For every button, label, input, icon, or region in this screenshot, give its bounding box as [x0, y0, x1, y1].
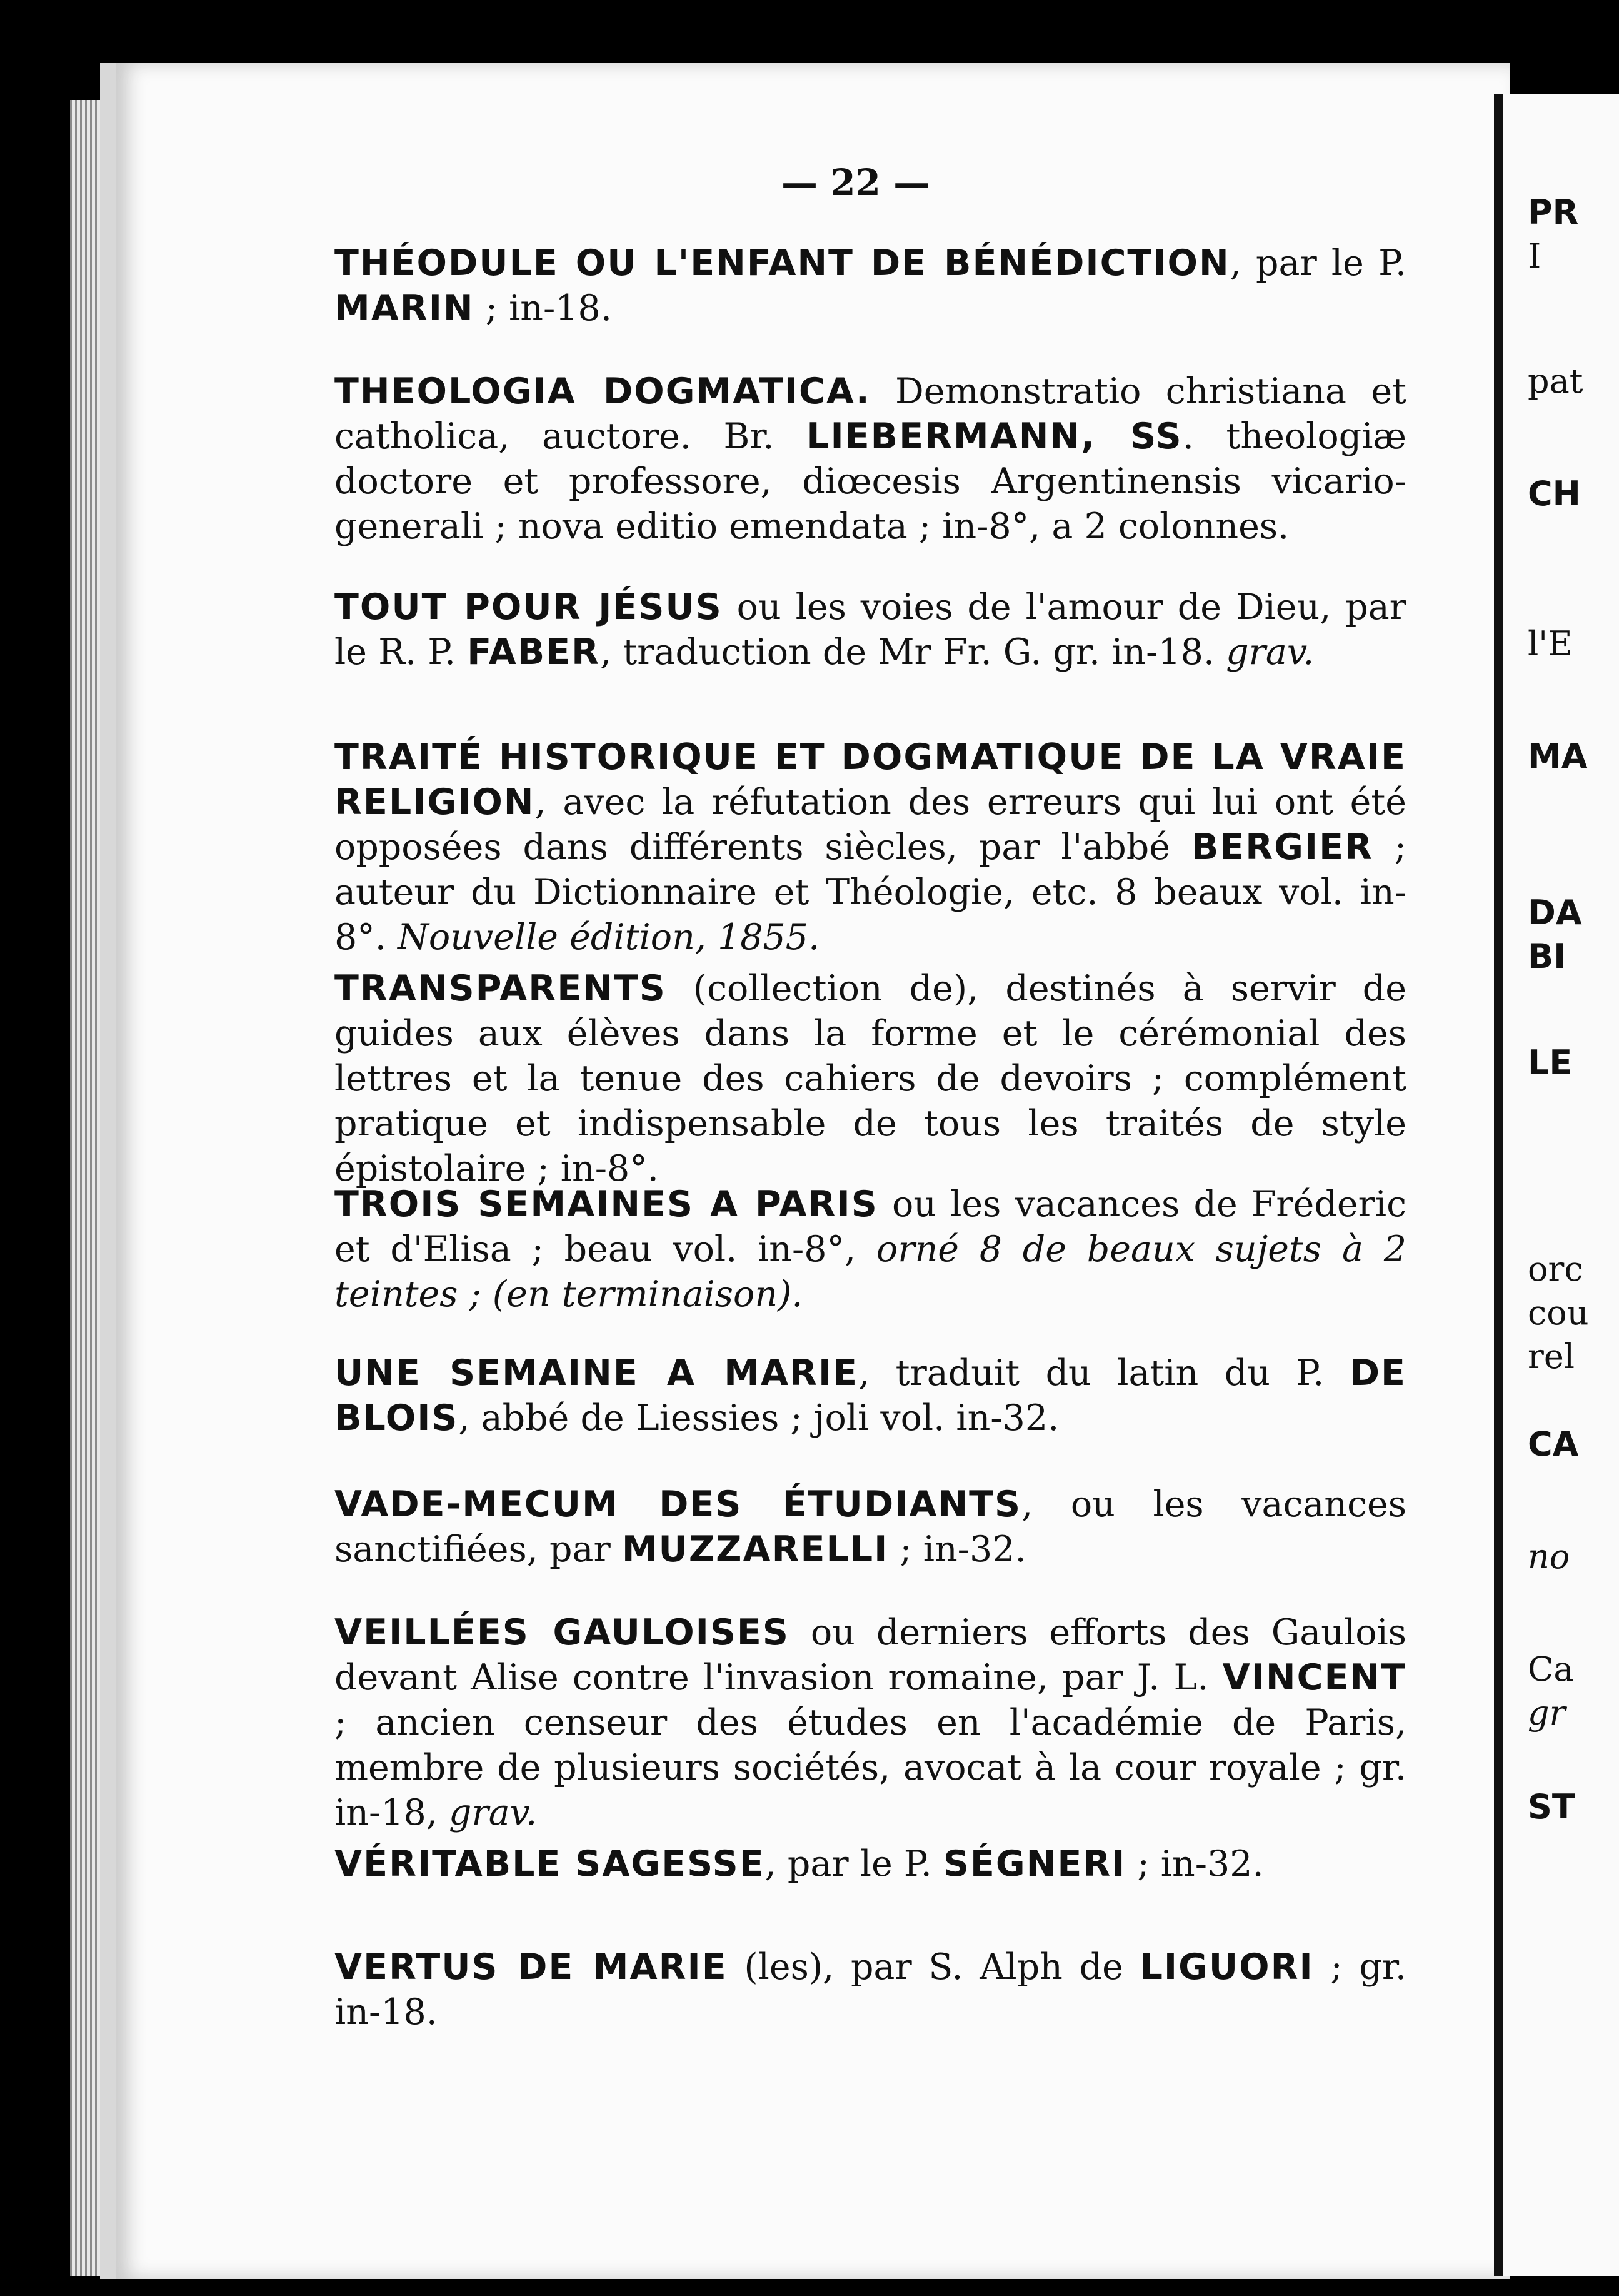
entry-title: VERTUS DE MARIE	[334, 1946, 728, 1988]
adjacent-page-text: LE	[1528, 1043, 1573, 1082]
adjacent-page-fragment	[1494, 94, 1619, 2276]
catalog-entry	[334, 1610, 1406, 1835]
entry-description: , par le P.	[1230, 243, 1406, 284]
entry-description: , par le P.	[764, 1843, 943, 1885]
adjacent-page-text: l'E	[1528, 624, 1573, 663]
entry-details: ; in-18.	[474, 288, 612, 329]
entry-title: UNE SEMAINE A MARIE	[334, 1352, 859, 1394]
entry-details: ; gr. in-18.	[334, 1946, 1406, 2033]
catalog-entry	[334, 241, 1406, 331]
adjacent-page-text: CH	[1528, 474, 1581, 513]
entry-details: . theologiæ doctore et professore, diœcesis Argentinensis vicario-generali ; nova editio emendata ; in-8°, a 2 colonnes.	[334, 416, 1407, 547]
adjacent-page-text: rel	[1528, 1337, 1575, 1376]
adjacent-page-text: pat	[1528, 361, 1583, 401]
entry-author: FABER	[467, 632, 601, 673]
entry-description: ou derniers efforts des Gaulois devant Alise contre l'invasion romaine, par J. L.	[334, 1612, 1406, 1698]
adjacent-page-text: Ca	[1528, 1649, 1574, 1689]
catalog-entry	[334, 1182, 1406, 1317]
catalog-entry	[334, 966, 1406, 1191]
adjacent-page-text: MA	[1528, 737, 1588, 776]
entry-title: TROIS SEMAINES A PARIS	[334, 1184, 878, 1225]
adjacent-page-text: gr	[1528, 1693, 1566, 1733]
entry-title: TOUT POUR JÉSUS	[334, 587, 723, 628]
adjacent-page-text: no	[1528, 1537, 1570, 1576]
adjacent-page-text: BI	[1528, 937, 1566, 976]
catalog-entry	[334, 369, 1406, 549]
entry-details: , abbé de Liessies ; joli vol. in-32.	[458, 1397, 1060, 1439]
entry-italic-note: orné 8 de beaux sujets à 2 teintes ; (en terminaison).	[334, 1229, 1406, 1315]
entry-title: VADE-MECUM DES ÉTUDIANTS	[334, 1484, 1022, 1525]
entry-title: VEILLÉES GAULOISES	[334, 1612, 789, 1653]
entry-title: VÉRITABLE SAGESSE	[334, 1843, 765, 1885]
entry-description: , ou les vacances sanctifiées, par	[334, 1484, 1406, 1570]
catalog-entry	[334, 585, 1406, 675]
entry-italic-note: Nouvelle édition, 1855.	[398, 917, 820, 958]
entry-italic-note: grav.	[1226, 632, 1315, 673]
entry-title: TRANSPARENTS	[334, 968, 666, 1009]
entry-description: (collection de), destinés à servir de guides aux élèves dans la forme et le cérémonial des lettres et la tenue des cahiers de devoirs ; complément pratique et indispensable de tous les traités de style épistolaire ; in-8°.	[334, 968, 1406, 1189]
entry-description: , traduit du latin du P.	[858, 1352, 1350, 1394]
adjacent-page-text: PR	[1528, 193, 1579, 232]
entry-details: ; in-32.	[1126, 1843, 1264, 1885]
entry-description: (les), par S. Alph de	[727, 1946, 1140, 1988]
entry-author: SÉGNERI	[943, 1843, 1126, 1885]
catalog-entry	[334, 1351, 1406, 1441]
catalog-entry	[334, 735, 1406, 960]
catalog-entry	[334, 1945, 1406, 2035]
entry-author: VINCENT	[1222, 1657, 1406, 1698]
entry-title: THÉODULE OU L'ENFANT DE BÉNÉDICTION	[334, 243, 1230, 284]
adjacent-page-text: I	[1528, 236, 1541, 276]
entry-description: Demonstratio christiana et catholica, auctore. Br.	[334, 371, 1406, 457]
entry-author: MUZZARELLI	[621, 1529, 889, 1570]
entry-author: MARIN	[334, 288, 474, 329]
catalog-entry	[334, 1841, 1406, 1886]
adjacent-page-text: ST	[1528, 1787, 1575, 1826]
entry-details: ; in-32.	[888, 1529, 1026, 1570]
entry-details: , traduction de Mr Fr. G. gr. in-18.	[600, 632, 1226, 673]
entry-author: DE BLOIS	[334, 1352, 1406, 1439]
adjacent-page-text: DA	[1528, 893, 1582, 932]
entry-description: ou les vacances de Fréderic et d'Elisa ; beau vol. in-8°,	[334, 1184, 1406, 1270]
entry-title: THEOLOGIA DOGMATICA.	[334, 371, 871, 412]
entry-author: LIGUORI	[1140, 1946, 1314, 1988]
entry-details: ; ancien censeur des études en l'académie de Paris, membre de plusieurs sociétés, avocat à la cour royale ; gr. in-18,	[334, 1702, 1406, 1833]
entry-author: BERGIER	[1191, 827, 1373, 868]
entry-details: ; auteur du Dictionnaire et Théologie, etc. 8 beaux vol. in-8°.	[334, 827, 1406, 958]
entry-title: TRAITÉ HISTORIQUE ET DOGMATIQUE DE LA VRAIE RELIGION	[334, 737, 1406, 823]
page-number: — 22 —	[781, 161, 930, 204]
entry-author: LIEBERMANN, SS	[806, 416, 1183, 457]
entry-description: ou les voies de l'amour de Dieu, par le R. P.	[334, 587, 1406, 673]
adjacent-page-text: orc	[1528, 1249, 1583, 1289]
adjacent-page-text: CA	[1528, 1424, 1579, 1464]
entry-description: , avec la réfutation des erreurs qui lui ont été opposées dans différents siècles, par l'abbé	[334, 782, 1406, 868]
adjacent-page-text: cou	[1528, 1293, 1589, 1332]
catalog-entry	[334, 1482, 1406, 1572]
entry-italic-note: grav.	[448, 1792, 538, 1833]
